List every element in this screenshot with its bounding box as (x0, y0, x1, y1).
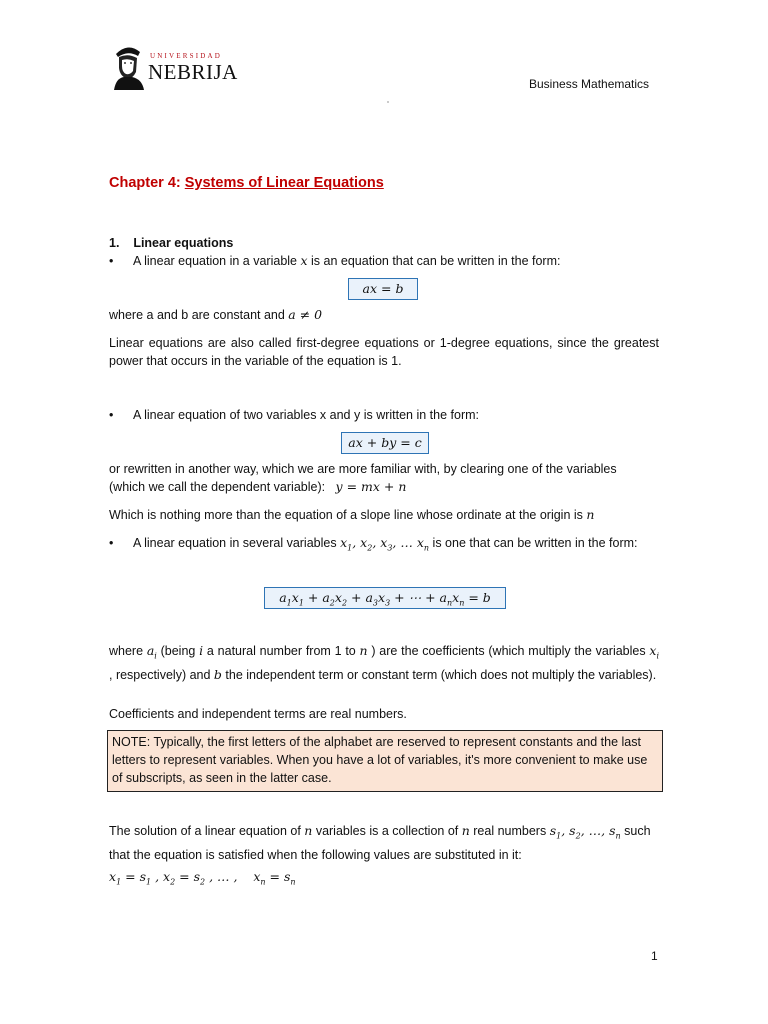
bullet-text: A linear equation of two variables x and y is written in the form: (133, 408, 480, 422)
paragraph-text: Which is nothing more than the equation of a slope line whose ordinate at the origin is (109, 508, 587, 522)
paragraph: Coefficients and independent terms are real numbers. (109, 707, 407, 721)
variables-list: $x_1$, $x_2$, $x_3$, … $x_n$ (340, 535, 430, 553)
equation-box: ax = b (348, 278, 418, 300)
logo-main-text: NEBRIJA (148, 60, 238, 84)
chapter-heading (109, 175, 384, 191)
equation-box-general: $a_1x_1 + a_2x_2 + a_3x_3$ + ⋯ + $a_nx_n = b$ (264, 587, 506, 609)
paragraph (109, 460, 659, 496)
equation-box: ax + by = c (341, 432, 429, 454)
bullet-icon: • (109, 408, 114, 422)
note-box: NOTE: Typically, the first letters of the alphabet are reserved to represent constants and the last letters to represent variables. When you have a lot of variables, it's more convenient to make use of subscripts, as seen in the latter case. (107, 730, 663, 792)
math-inline: a ≠ 0 (288, 307, 323, 322)
paragraph-text: where a and b are constant and (109, 308, 289, 322)
bullet-text: A linear equation in several variables (133, 536, 341, 550)
bullet-icon: • (109, 536, 114, 550)
paragraph-text: such (620, 824, 651, 838)
bullet-text: A linear equation in a variable (133, 254, 301, 268)
section-heading: 1. Linear equations (109, 236, 234, 250)
stray-dot (387, 101, 389, 103)
founder-portrait-icon (110, 44, 146, 90)
math-var: x (300, 253, 308, 268)
bullet-text: is one that can be written in the form: (429, 536, 638, 550)
paragraph-coefficients: where $a_i$ (being i a natural number from 1 to n ) are the coefficients (which multiply the variables $x_i$ , respectively) and b the independent term or constant term (which does not multiply the variables). (109, 643, 660, 682)
paragraph: Linear equations are also called first-degree equations or 1-degree equations, since the greatest power that occurs in the variable of the equation is 1. (109, 336, 659, 368)
bullet-icon: • (109, 254, 114, 268)
paragraph-text: The solution of a linear equation of (109, 824, 305, 838)
paragraph-text: (which we call the dependent variable): (109, 480, 326, 494)
paragraph-text: real numbers (469, 824, 550, 838)
solution-equations: $x_1 = s_1$ , $x_2 = s_2$ , … , $x_n = s_n$ (109, 869, 296, 887)
math-inline: y = mx + n (335, 479, 407, 494)
paragraph (109, 506, 659, 524)
course-title: Business Mathematics (529, 77, 650, 91)
page-number: 1 (651, 949, 658, 963)
university-logo (110, 44, 250, 90)
bullet-text: is an equation that can be written in the form: (307, 254, 561, 268)
paragraph-text: variables is a collection of (312, 824, 462, 838)
paragraph-solution: The solution of a linear equation of n variables is a collection of n real numbers $s_1$, $s_2$, …, $s_n$ such that the equation is satisfied when the following values are substituted in it: (109, 822, 659, 864)
chapter-title: Systems of Linear Equations (184, 175, 384, 191)
logo-top-text: UNIVERSIDAD (150, 52, 223, 60)
math-var: n (586, 507, 595, 522)
chapter-prefix: Chapter 4: (109, 175, 185, 191)
paragraph (109, 306, 659, 324)
paragraph-text: or rewritten in another way, which we are more familiar with, by clearing one of the variables (109, 462, 617, 476)
paragraph-text: that the equation is satisfied when the following values are substituted in it: (109, 847, 522, 862)
